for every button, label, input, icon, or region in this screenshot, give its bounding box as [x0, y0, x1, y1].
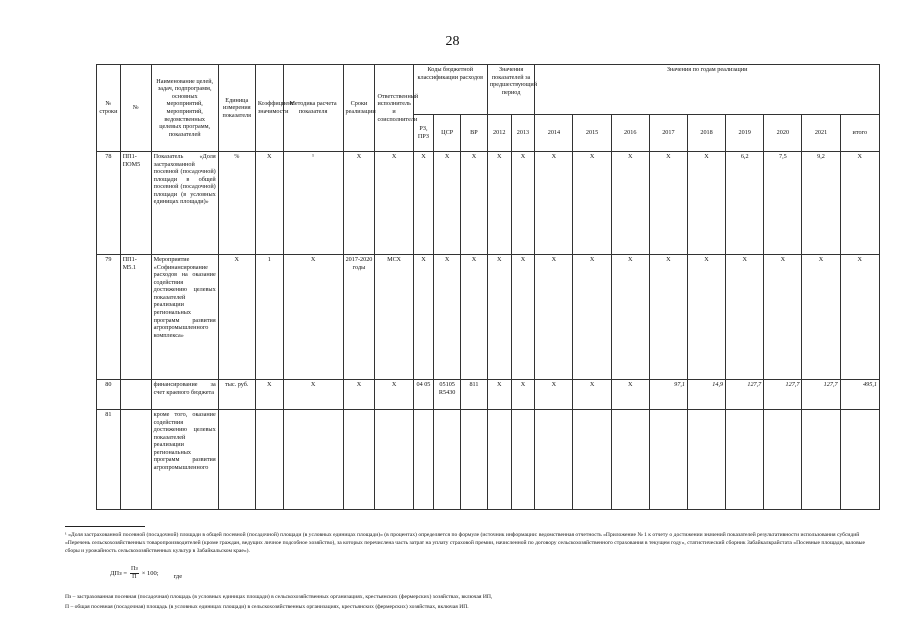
footnote-divider	[65, 526, 145, 527]
row-vr	[461, 410, 488, 510]
formula-denominator: П	[132, 573, 137, 580]
row-value	[802, 410, 840, 510]
footnote-text: ¹ «Доля застрахованной посевной (посадочной) площади в общей посевной (посадочной) площади (в условных единицах площади)» (в процентах) определяется по формуле (источник информации: ведомственная отчетность «Приложение № 1 к отчету о достижении значений показателей результативности использования субсидий «Перечень сельскохозяйственных товаропроизводителей (кроме граждан, ведущих личное подсобное хозяйство), за которых перечислена часть затрат на уплату страховой премии, начисленной по договору сельскохозяйственного страхования в текущем году», статистический сборник Забайкалкрайстата «Посевные площади, валовые сборы и урожайность сельскохозяйственных культур в Забайкальском крае»).	[65, 532, 865, 554]
row-value: 7,5	[764, 152, 802, 255]
header-resp: Ответственный исполнитель и соисполнители	[375, 65, 413, 152]
row-code: ПП1-М5.1	[120, 255, 151, 380]
row-value: 127,7	[764, 380, 802, 410]
formula-numerator: Пз	[131, 566, 138, 572]
row-csr: 05105 R5430	[434, 380, 461, 410]
row-method: X	[283, 380, 343, 410]
row-term: X	[343, 380, 375, 410]
row-value: X	[649, 152, 687, 255]
row-unit: X	[218, 255, 255, 380]
definition-pz: Пз – застрахованная посевная (посадочная) площадь (в условных единицах площади) в сельскохозяйственных организациях, крестьянских (фермерских) хозяйствах, включая ИП,	[65, 594, 493, 600]
row-value: 9,2	[802, 152, 840, 255]
header-year: 2015	[573, 115, 611, 152]
row-value: X	[573, 380, 611, 410]
row-number: 81	[97, 410, 121, 510]
header-year: 2020	[764, 115, 802, 152]
row-vr: X	[461, 255, 488, 380]
row-coef: X	[255, 380, 283, 410]
row-unit	[218, 410, 255, 510]
header-years-group: Значения по годам реализации	[535, 65, 880, 115]
row-value: X	[611, 255, 649, 380]
row-csr: X	[434, 255, 461, 380]
row-term: 2017-2020 годы	[343, 255, 375, 380]
row-value: X	[535, 152, 573, 255]
row-value	[687, 410, 725, 510]
header-name: Наименование целей, задач, подпрограмм, основных мероприятий, мероприятий, ведомственных целевых программ, показателей	[151, 65, 218, 152]
header-unit: Единица измерения показателя	[218, 65, 255, 152]
row-value	[649, 410, 687, 510]
row-resp	[375, 410, 413, 510]
definition-p: П – общая посевная (посадочная) площадь (в условных единицах площади) в сельскохозяйственных организациях, крестьянских (фермерских) хозяйствах, включая ИП.	[65, 604, 469, 610]
row-2012: X	[487, 380, 511, 410]
row-value: 127,7	[726, 380, 764, 410]
row-resp: X	[375, 380, 413, 410]
row-method	[283, 410, 343, 510]
row-name: финансирование за счет краевого бюджета	[151, 380, 218, 410]
row-code	[120, 380, 151, 410]
row-value: X	[535, 255, 573, 380]
header-total: итого	[840, 115, 879, 152]
header-code: №	[120, 65, 151, 152]
header-year: 2019	[726, 115, 764, 152]
row-2012: X	[487, 152, 511, 255]
formula-right: × 100;	[141, 569, 159, 577]
row-value	[840, 410, 879, 510]
header-kbk: Коды бюджетной классификации расходов	[413, 65, 487, 115]
table-row	[97, 410, 880, 510]
row-number: 80	[97, 380, 121, 410]
row-value: X	[764, 255, 802, 380]
row-value: 6,2	[726, 152, 764, 255]
row-method: ¹	[283, 152, 343, 255]
row-value: X	[535, 380, 573, 410]
row-value: X	[802, 255, 840, 380]
row-term	[343, 410, 375, 510]
header-prev: Значения показателей за предшествующий период	[487, 65, 534, 115]
row-value: X	[649, 255, 687, 380]
table-row	[97, 255, 880, 380]
row-rz: X	[413, 152, 434, 255]
row-term: X	[343, 152, 375, 255]
row-value: 127,7	[802, 380, 840, 410]
row-value: X	[840, 255, 879, 380]
row-csr: X	[434, 152, 461, 255]
row-value: X	[687, 255, 725, 380]
row-vr: X	[461, 152, 488, 255]
row-value: 495,1	[840, 380, 879, 410]
row-rz: X	[413, 255, 434, 380]
row-2013: X	[511, 380, 535, 410]
header-year: 2018	[687, 115, 725, 152]
header-year: 2021	[802, 115, 840, 152]
header-year: 2014	[535, 115, 573, 152]
row-rz	[413, 410, 434, 510]
row-unit: тыс. руб.	[218, 380, 255, 410]
header-rz: РЗ, ПРЗ	[413, 115, 434, 152]
formula	[110, 566, 182, 580]
row-value: 97,1	[649, 380, 687, 410]
row-code	[120, 410, 151, 510]
row-value: X	[573, 152, 611, 255]
header-year: 2017	[649, 115, 687, 152]
row-value	[535, 410, 573, 510]
row-value	[611, 410, 649, 510]
row-code: ПП1-ПОМ5	[120, 152, 151, 255]
row-2013: X	[511, 152, 535, 255]
row-2013: X	[511, 255, 535, 380]
table-row	[97, 380, 880, 410]
row-value: 14,9	[687, 380, 725, 410]
row-name: Показатель «Доля застрахованной посевной (посадочной) площади в общей посевной (посадочной) площади (в условных единицах площади)»	[151, 152, 218, 255]
row-name: Мероприятие «Софинансирование расходов на оказание содействия достижению целевых показателей реализации региональных программ развития агропромышленного комплекса»	[151, 255, 218, 380]
row-value	[764, 410, 802, 510]
row-value: X	[687, 152, 725, 255]
row-coef: 1	[255, 255, 283, 380]
row-value: X	[611, 380, 649, 410]
row-2013	[511, 410, 535, 510]
header-term: Сроки реализации	[343, 65, 375, 152]
row-value: X	[573, 255, 611, 380]
header-coef: Коэффициент значимости	[255, 65, 283, 152]
row-number: 78	[97, 152, 121, 255]
row-value: X	[611, 152, 649, 255]
row-value	[573, 410, 611, 510]
row-rz: 04 05	[413, 380, 434, 410]
row-value: X	[840, 152, 879, 255]
header-2013: 2013	[511, 115, 535, 152]
row-resp: МСХ	[375, 255, 413, 380]
header-year: 2016	[611, 115, 649, 152]
row-coef: X	[255, 152, 283, 255]
row-vr: 811	[461, 380, 488, 410]
row-csr	[434, 410, 461, 510]
header-csr: ЦСР	[434, 115, 461, 152]
row-value: X	[726, 255, 764, 380]
row-method: X	[283, 255, 343, 380]
row-number: 79	[97, 255, 121, 380]
indicators-table	[96, 64, 880, 510]
formula-fraction	[130, 566, 139, 580]
formula-where: где	[173, 572, 183, 580]
row-unit: %	[218, 152, 255, 255]
row-value	[726, 410, 764, 510]
header-method: Методика расчета показателя	[283, 65, 343, 152]
table-row	[97, 152, 880, 255]
row-name: кроме того, оказание содействия достижению целевых показателей реализации региональных программ развития агропромышленного	[151, 410, 218, 510]
page-number: 28	[445, 34, 460, 49]
header-vr: ВР	[461, 115, 488, 152]
row-2012: X	[487, 255, 511, 380]
row-coef	[255, 410, 283, 510]
formula-left: ДПз =	[110, 569, 127, 577]
row-2012	[487, 410, 511, 510]
header-2012: 2012	[487, 115, 511, 152]
row-resp: X	[375, 152, 413, 255]
header-row-num: № строки	[97, 65, 121, 152]
